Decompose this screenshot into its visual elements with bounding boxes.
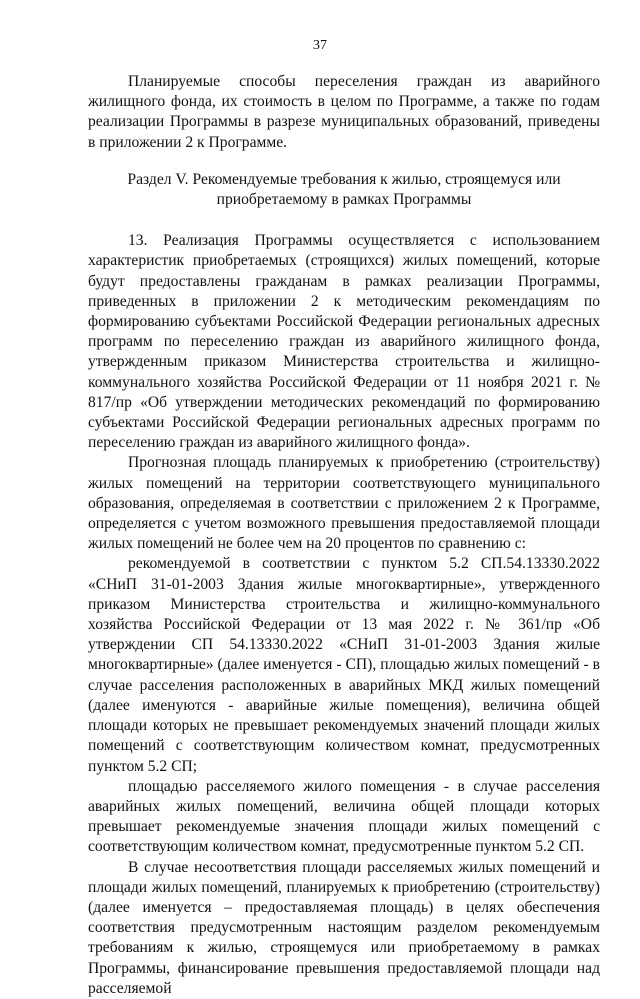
section-title-line-1: Раздел V. Рекомендуемые требования к жилью, строящемуся или [127,170,561,188]
paragraph-13: 13. Реализация Программы осуществляется с использованием характеристик приобретаемых (строящихся) жилых помещений, которые будут предоставлены гражданам в рамках реализации Программы, приведенных в приложении 2 к методическим рекомендациям по формированию субъектами Российской Федерации региональных адресных программ по переселению граждан из аварийного жилищного фонда, утвержденным приказом Министерства строительства и жилищно-коммунального хозяйства Российской Федерации от 11 ноября 2021 г. № 817/пр «Об утверждении методических рекомендаций по формированию субъектами Российской Федерации региональных адресных программ по переселению граждан из аварийного жилищного фонда». [88,232,600,452]
section-title [88,170,600,210]
section-title-line-2: приобретаемому в рамках Программы [216,191,472,209]
paragraph-recommended-area: рекомендуемой в соответствии с пунктом 5.2 СП.54.13330.2022 «СНиП 31-01-2003 Здания жилые многоквартирные», утвержденного приказом Министерства строительства и жилищно-коммунального хозяйства Российской Федерации от 13 мая 2022 г. № 361/пр «Об утверждении СП 54.13330.2022 «СНиП 31-01-2003 Здания жилые многоквартирные» (далее именуется - СП), площадью жилых помещений - в случае расселения расположенных в аварийных МКД жилых помещений (далее именуются - аварийные жилые помещения), величина общей площади которых не превышает рекомендуемых значений площади жилых помещений с соответствующим количеством комнат, предусмотренных пунктом 5.2 СП; [88,555,600,775]
document-body [88,72,600,999]
paragraph-resettled-area: площадью расселяемого жилого помещения - в случае расселения аварийных жилых помещений, величина общей площади которых превышает рекомендуемые значения площади жилых помещений с соответствующим количеством комнат, предусмотренные пунктом 5.2 СП. [88,777,600,856]
paragraph-forecast-area: Прогнозная площадь планируемых к приобретению (строительству) жилых помещений на территории соответствующего муниципального образования, определяемая в соответствии с приложением 2 к Программе, определяется с учетом возможного превышения предоставляемой площади жилых помещений не более чем на 20 процентов по сравнению с: [88,454,600,553]
intro-paragraph: Планируемые способы переселения граждан из аварийного жилищного фонда, их стоимость в целом по Программе, а также по годам реализации Программы в разрезе муниципальных образований, приведены в приложении 2 к Программе. [88,73,600,151]
paragraph-area-mismatch: В случае несоответствия площади расселяемых жилых помещений и площади жилых помещений, планируемых к приобретению (строительству) (далее именуется – предоставляемая площадь) в целях обеспечения соответствия предусмотренным настоящим разделом рекомендуемым требованиям к жилью, строящемуся или приобретаемому в рамках Программы, финансирование превышения предоставляемой площади над расселяемой [88,858,600,997]
page-number: 37 [313,38,327,53]
